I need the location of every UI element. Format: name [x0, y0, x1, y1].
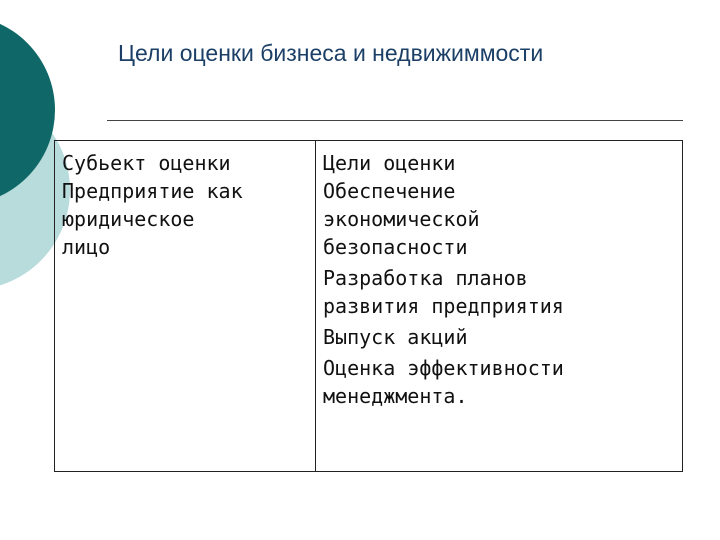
- content-table: [54, 140, 683, 472]
- goals-header: Цели оценки: [323, 151, 456, 175]
- goal-line: менеджмента.: [323, 384, 468, 408]
- goal-line: Обеспечение: [323, 179, 456, 203]
- goal-line: экономической: [323, 207, 480, 231]
- subject-line: лицо: [62, 235, 111, 259]
- subject-column: [55, 141, 315, 471]
- subject-header: Субьект оценки: [62, 151, 231, 175]
- subject-line: юридическое: [62, 207, 195, 231]
- goal-line: Оценка эффективности: [323, 356, 564, 380]
- goals-column: [315, 141, 682, 471]
- slide-title: Цели оценки бизнеса и недвижиммости: [118, 40, 544, 66]
- goal-line: безопасности: [323, 235, 468, 259]
- subject-line: Предприятие как: [62, 179, 243, 203]
- goal-line: Разработка планов: [323, 266, 528, 290]
- title-divider: [107, 120, 683, 121]
- goal-line: развития предприятия: [323, 294, 564, 318]
- goal-line: Выпуск акций: [323, 325, 468, 349]
